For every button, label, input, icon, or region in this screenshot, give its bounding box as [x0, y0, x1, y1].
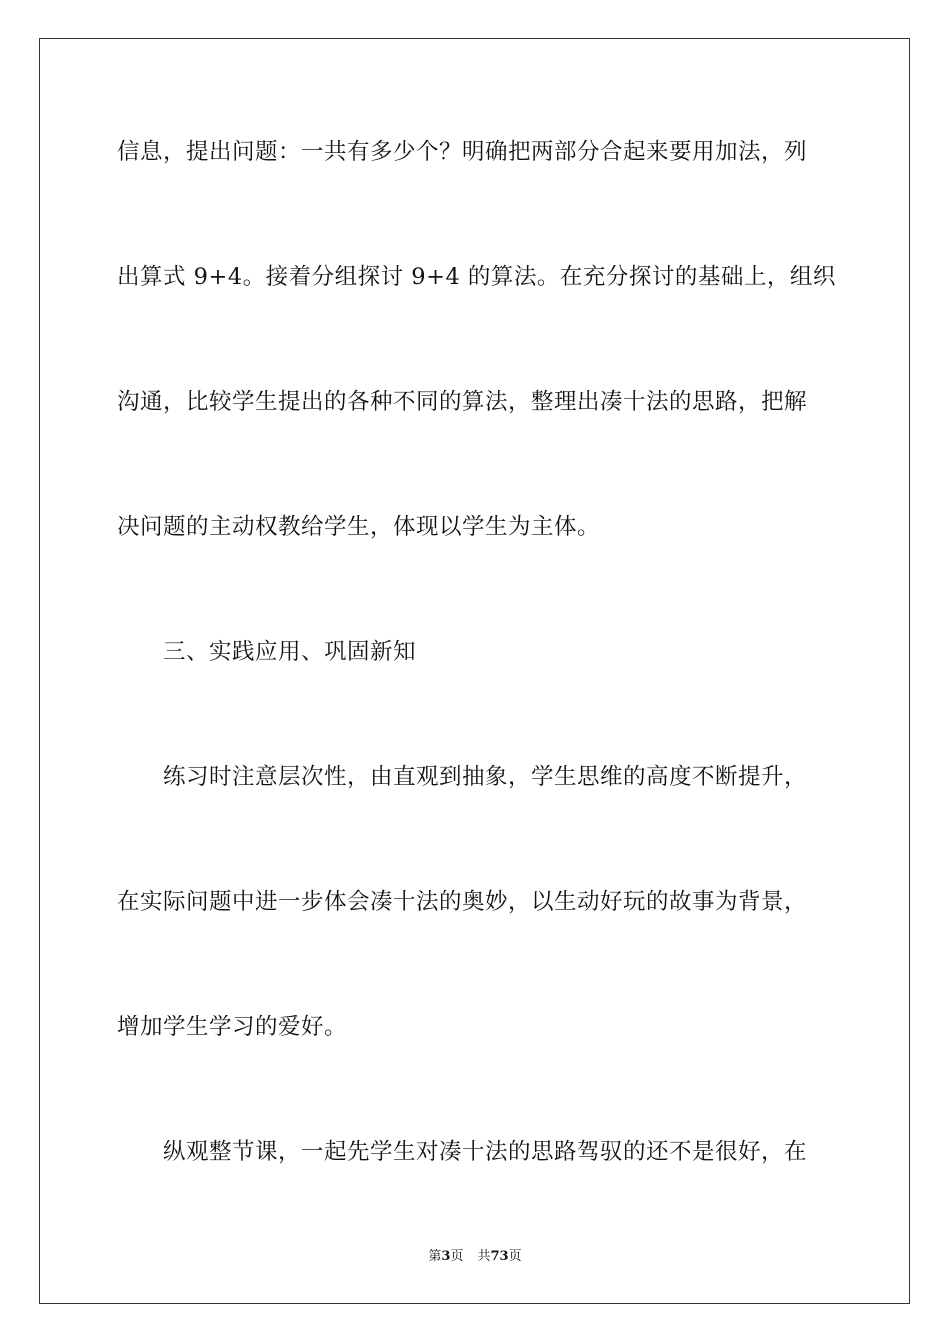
footer-total-suffix: 页 [508, 1249, 522, 1264]
footer-total-pages: 73 [490, 1249, 509, 1264]
paragraph-line-1: 信息，提出问题：一共有多少个？明确把两部分合起来要用加法，列 [117, 139, 808, 165]
page-border [39, 38, 910, 1304]
paragraph-line-7: 增加学生学习的爱好。 [117, 1014, 348, 1040]
section-heading: 三、实践应用、巩固新知 [163, 639, 417, 665]
page-footer [0, 1248, 950, 1266]
footer-page-prefix: 第 [428, 1249, 442, 1264]
paragraph-line-2: 出算式 9+4。接着分组探讨 9+4 的算法。在充分探讨的基础上，组织 [117, 264, 836, 290]
paragraph-line-3: 沟通，比较学生提出的各种不同的算法，整理出凑十法的思路，把解 [117, 389, 808, 415]
footer-page-suffix: 页 [450, 1249, 464, 1264]
paragraph-line-4: 决问题的主动权教给学生，体现以学生为主体。 [117, 514, 601, 540]
paragraph-line-6: 在实际问题中进一步体会凑十法的奥妙，以生动好玩的故事为背景， [117, 889, 808, 915]
paragraph-line-8: 纵观整节课，一起先学生对凑十法的思路驾驭的还不是很好，在 [163, 1139, 808, 1165]
footer-page-number: 3 [441, 1249, 451, 1264]
paragraph-line-5: 练习时注意层次性，由直观到抽象，学生思维的高度不断提升， [163, 764, 808, 790]
footer-total-prefix: 共 [477, 1249, 491, 1264]
